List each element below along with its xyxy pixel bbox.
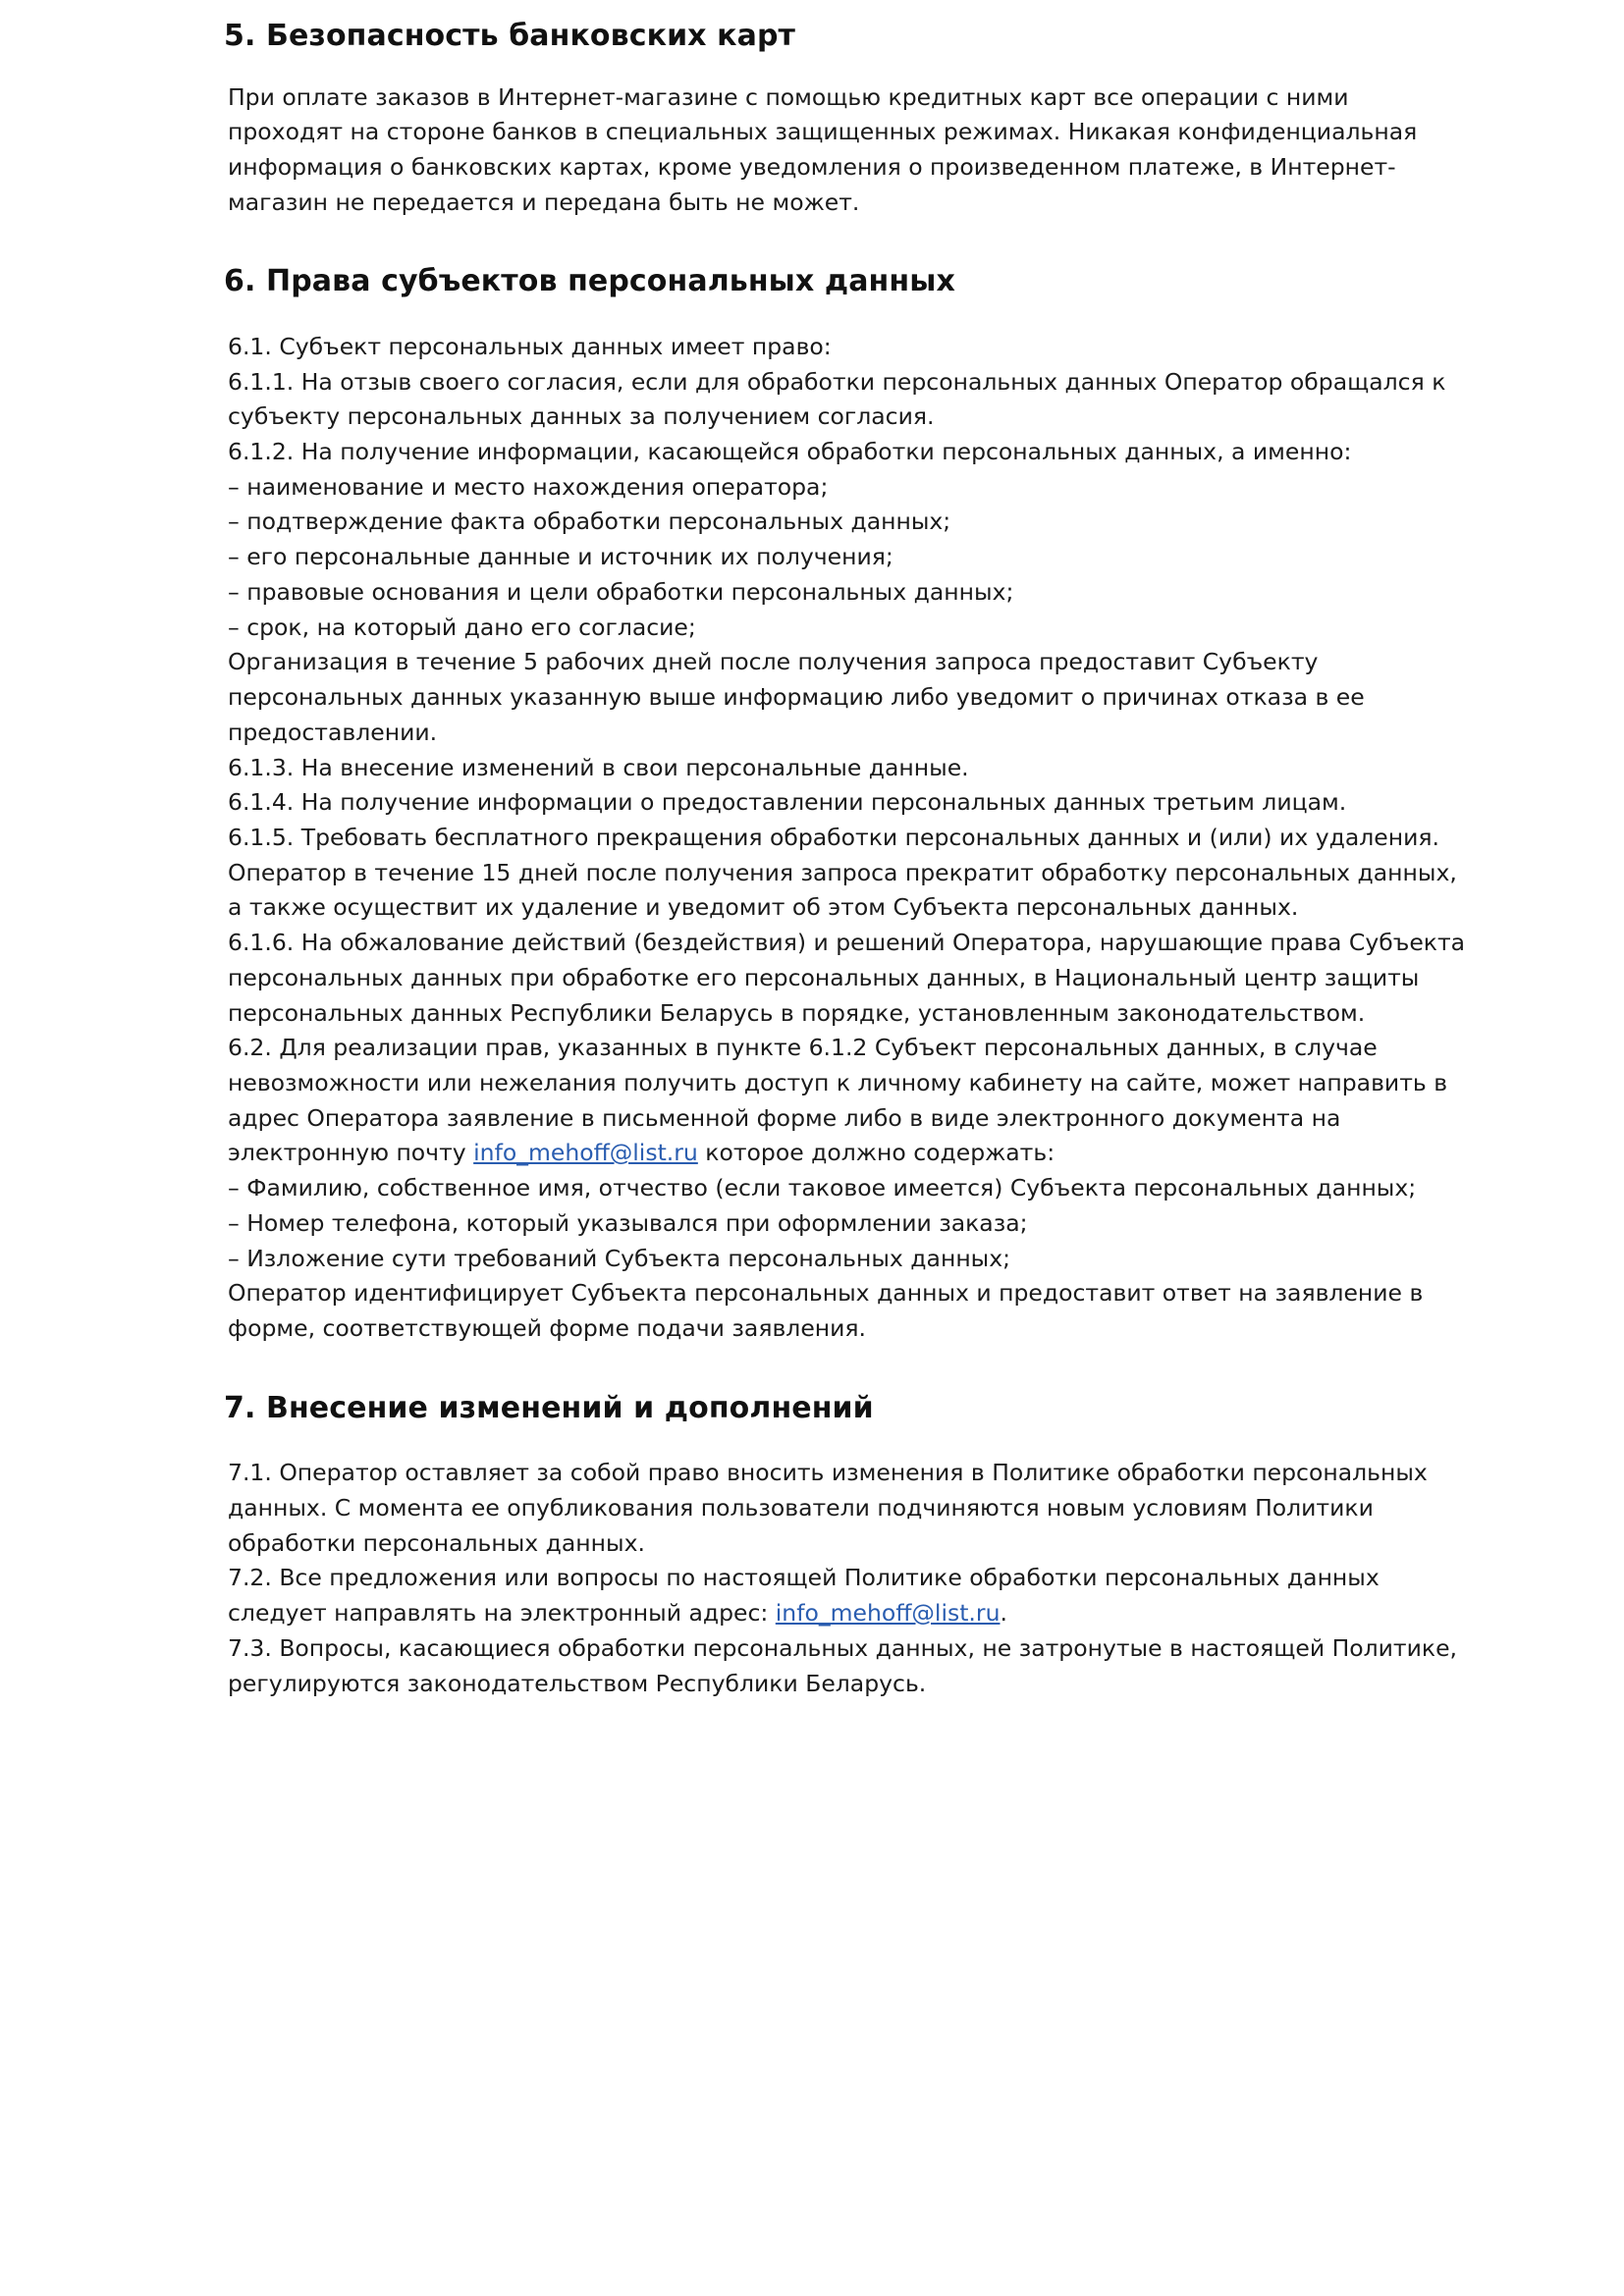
email-link[interactable]: info_mehoff@list.ru	[775, 1599, 1001, 1628]
paragraph-7-2-text-after: .	[1000, 1599, 1007, 1628]
section-5-heading: 5. Безопасность банковских карт	[224, 19, 796, 53]
section-5-body	[224, 80, 1467, 221]
list-item: – подтверждение факта обработки персональных данных;	[228, 507, 951, 536]
paragraph: 6.1.4. На получение информации о предоставлении персональных данных третьим лицам.	[228, 788, 1347, 817]
paragraph: 7.1. Оператор оставляет за собой право вносить изменения в Политике обработки персональных данных. С момента ее опубликования пользователи подчиняются новым условиям Политики обработки персональных данных.	[228, 1459, 1428, 1557]
email-link[interactable]: info_mehoff@list.ru	[473, 1139, 698, 1167]
list-item: – Изложение сути требований Субъекта персональных данных;	[228, 1244, 1011, 1272]
paragraph: Организация в течение 5 рабочих дней после получения запроса предоставит Субъекту персональных данных указанную выше информацию либо уведомит о причинах отказа в ее предоставлении.	[228, 648, 1365, 746]
paragraph: 7.3. Вопросы, касающиеся обработки персональных данных, не затронутые в настоящей Политике, регулируются законодательством Республики Беларусь.	[228, 1633, 1457, 1697]
paragraph: 6.1.6. На обжалование действий (бездействия) и решений Оператора, нарушающие права Субъекта персональных данных при обработке его персональных данных, в Национальный центр защиты персональных данных Республики Беларусь в порядке, установленным законодательством.	[228, 929, 1466, 1027]
section-7-heading: 7. Внесение изменений и дополнений	[224, 1390, 874, 1425]
paragraph: Оператор в течение 15 дней после получения запроса прекратит обработку персональных данных, а также осуществит их удаление и уведомит об этом Субъекта персональных данных.	[228, 858, 1457, 922]
section-7-body	[224, 1456, 1467, 1701]
paragraph: При оплате заказов в Интернет-магазине с помощью кредитных карт все операции с ними проходят на стороне банков в специальных защищенных режимах. Никакая конфиденциальная информация о банковских картах, кроме уведомления о произведенном платеже, в Интернет-магазин не передается и передана быть не может.	[228, 82, 1418, 216]
paragraph-6-2-text-after: которое должно содержать:	[697, 1139, 1056, 1167]
paragraph: 6.1.3. На внесение изменений в свои персональные данные.	[228, 753, 969, 781]
list-item: – правовые основания и цели обработки персональных данных;	[228, 577, 1014, 606]
list-item: – Номер телефона, который указывался при оформлении заказа;	[228, 1208, 1028, 1237]
list-item: – срок, на который дано его согласие;	[228, 613, 696, 641]
list-item: – наименование и место нахождения оператора;	[228, 472, 829, 501]
paragraph-6-2	[228, 1031, 1467, 1171]
list-item: – Фамилию, собственное имя, отчество (если таковое имеется) Субъекта персональных данных;	[228, 1174, 1417, 1202]
paragraph: 6.1.2. На получение информации, касающейся обработки персональных данных, а именно:	[228, 438, 1352, 466]
list-item: – его персональные данные и источник их получения;	[228, 543, 893, 571]
section-6-heading: 6. Права субъектов персональных данных	[224, 264, 955, 299]
paragraph: Оператор идентифицирует Субъекта персональных данных и предоставит ответ на заявление в форме, соответствующей форме подачи заявления.	[228, 1279, 1424, 1342]
paragraph: 6.1. Субъект персональных данных имеет право:	[228, 332, 832, 360]
paragraph: 6.1.1. На отзыв своего согласия, если для обработки персональных данных Оператор обращался к субъекту персональных данных за получением согласия.	[228, 367, 1446, 431]
paragraph-6-2-text-before: 6.2. Для реализации прав, указанных в пункте 6.1.2 Субъект персональных данных, в случае невозможности или нежелания получить доступ к личному кабинету на сайте, может направить в адрес Оператора заявление в письменной форме либо в виде электронного документа на электронную почту	[228, 1034, 1448, 1167]
paragraph-7-2-text-before: 7.2. Все предложения или вопросы по настоящей Политике обработки персональных данных следует направлять на электронный адрес:	[228, 1564, 1380, 1628]
section-6-body	[224, 330, 1467, 1347]
paragraph-7-2	[228, 1561, 1467, 1630]
paragraph: 6.1.5. Требовать бесплатного прекращения обработки персональных данных и (или) их удаления.	[228, 823, 1439, 851]
